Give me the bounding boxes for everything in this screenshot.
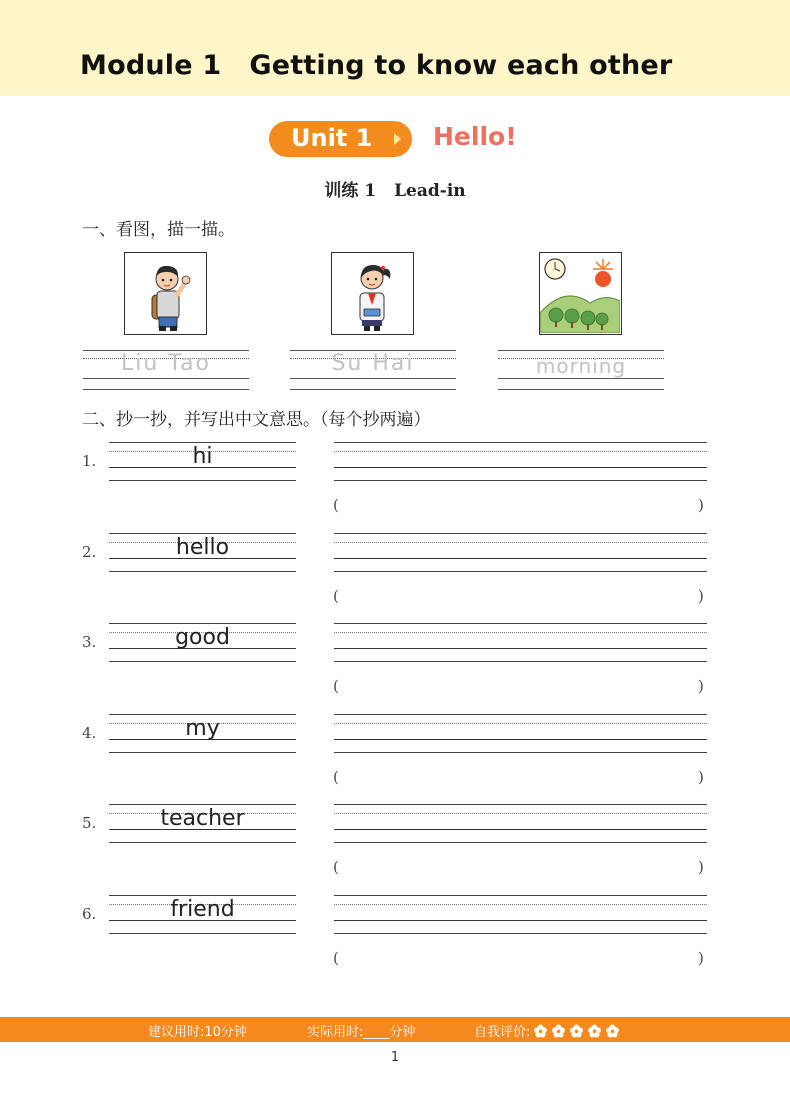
flower-icon[interactable] bbox=[551, 1024, 566, 1038]
row-number: 4. bbox=[82, 724, 97, 742]
meaning-paren-close: ) bbox=[698, 768, 704, 786]
module-name: Getting to know each other bbox=[249, 50, 673, 81]
meaning-paren-open: ( bbox=[333, 587, 339, 605]
copy-writing-lines[interactable] bbox=[334, 895, 707, 934]
section-1-title: 一、看图，描一描。 bbox=[82, 220, 235, 240]
meaning-paren-open: ( bbox=[333, 768, 339, 786]
footer-bar bbox=[0, 1017, 790, 1042]
meaning-paren-close: ) bbox=[698, 677, 704, 695]
meaning-answer-field[interactable] bbox=[345, 854, 690, 878]
row-number: 5. bbox=[82, 814, 97, 832]
sample-word: teacher bbox=[160, 806, 245, 831]
training-heading bbox=[0, 176, 790, 201]
copy-writing-lines[interactable] bbox=[334, 533, 707, 572]
flower-icon[interactable] bbox=[605, 1024, 620, 1038]
meaning-answer-field[interactable] bbox=[345, 492, 690, 516]
trace-line-2[interactable] bbox=[290, 350, 456, 390]
row-number: 1. bbox=[82, 452, 97, 470]
trace-word: Liu Tao bbox=[120, 351, 212, 376]
section-2-title: 二、抄一抄，并写出中文意思。（每个抄两遍） bbox=[82, 410, 431, 430]
sample-word: hi bbox=[192, 444, 213, 469]
meaning-paren-close: ) bbox=[698, 587, 704, 605]
copy-sample-lines bbox=[109, 714, 296, 753]
self-eval-label: 自我评价: bbox=[474, 1025, 531, 1040]
unit-label: Unit 1 bbox=[291, 124, 373, 152]
copy-sample-lines bbox=[109, 533, 296, 572]
trace-line-3[interactable] bbox=[498, 350, 664, 390]
meaning-answer-field[interactable] bbox=[345, 673, 690, 697]
girl-holding-book-picture bbox=[331, 252, 414, 335]
meaning-answer-field[interactable] bbox=[345, 583, 690, 607]
flower-icon[interactable] bbox=[533, 1024, 548, 1038]
play-arrow-icon bbox=[394, 133, 401, 145]
module-title bbox=[80, 50, 672, 81]
copy-writing-lines[interactable] bbox=[334, 623, 707, 662]
sample-word: my bbox=[185, 716, 220, 741]
meaning-paren-open: ( bbox=[333, 858, 339, 876]
copy-sample-lines bbox=[109, 895, 296, 934]
unit-badge bbox=[269, 121, 412, 157]
copy-sample-lines bbox=[109, 442, 296, 481]
meaning-answer-field[interactable] bbox=[345, 945, 690, 969]
boy-with-backpack-picture bbox=[124, 252, 207, 335]
meaning-answer-field[interactable] bbox=[345, 764, 690, 788]
sample-word: good bbox=[175, 625, 230, 650]
flower-icon[interactable] bbox=[587, 1024, 602, 1038]
meaning-paren-open: ( bbox=[333, 496, 339, 514]
training-label: 训练 1 bbox=[324, 181, 377, 201]
suggested-time: 建议用时:10分钟 bbox=[148, 1025, 247, 1040]
meaning-paren-close: ) bbox=[698, 858, 704, 876]
page-number: 1 bbox=[390, 1050, 400, 1065]
sample-word: hello bbox=[175, 535, 230, 560]
self-evaluation bbox=[474, 1021, 620, 1040]
flower-icon[interactable] bbox=[569, 1024, 584, 1038]
copy-writing-lines[interactable] bbox=[334, 714, 707, 753]
trace-line-1[interactable] bbox=[83, 350, 249, 390]
lesson-title: Hello! bbox=[433, 122, 517, 151]
copy-sample-lines bbox=[109, 804, 296, 843]
flower-rating[interactable] bbox=[530, 1025, 620, 1040]
meaning-paren-close: ) bbox=[698, 496, 704, 514]
copy-writing-lines[interactable] bbox=[334, 804, 707, 843]
meaning-paren-open: ( bbox=[333, 677, 339, 695]
sample-word: friend bbox=[170, 897, 235, 922]
header-band bbox=[0, 0, 790, 96]
morning-scene-picture bbox=[539, 252, 622, 335]
row-number: 3. bbox=[82, 633, 97, 651]
actual-time: 实际用时:____分钟 bbox=[307, 1025, 416, 1040]
copy-writing-lines[interactable] bbox=[334, 442, 707, 481]
training-title: Lead-in bbox=[394, 181, 466, 201]
meaning-paren-close: ) bbox=[698, 949, 704, 967]
trace-word: morning bbox=[535, 354, 627, 378]
row-number: 6. bbox=[82, 905, 97, 923]
row-number: 2. bbox=[82, 543, 97, 561]
trace-word: Su Hai bbox=[331, 351, 415, 376]
module-label: Module 1 bbox=[80, 50, 222, 81]
copy-sample-lines bbox=[109, 623, 296, 662]
meaning-paren-open: ( bbox=[333, 949, 339, 967]
